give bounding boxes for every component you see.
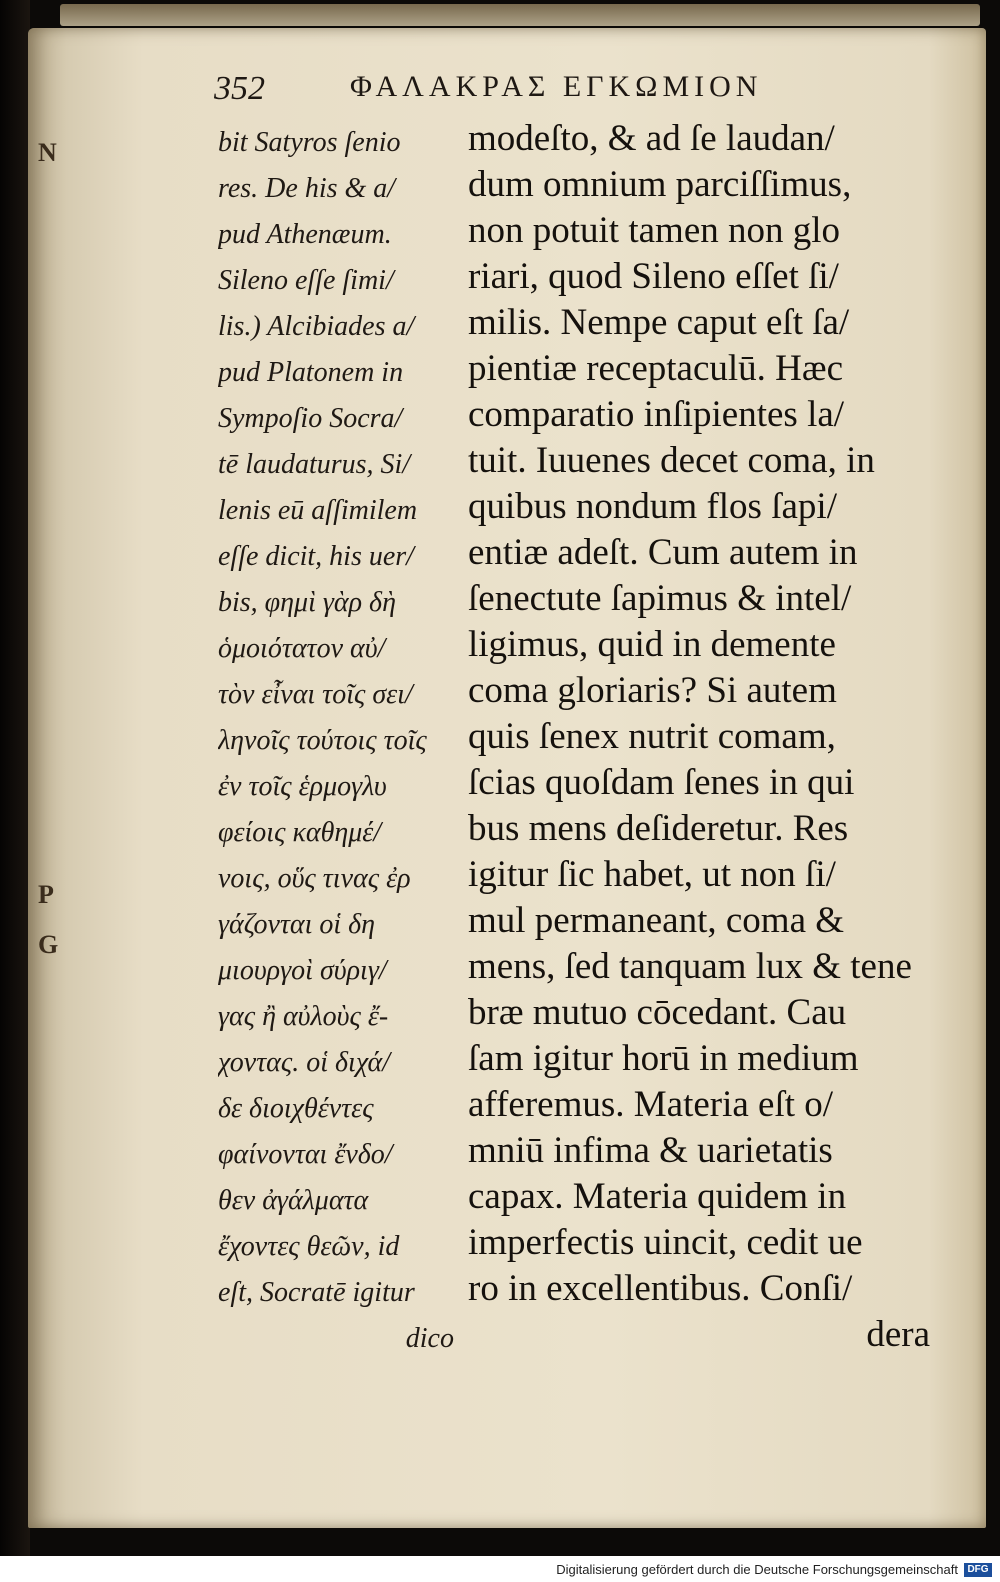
main-text-column <box>468 116 930 1358</box>
margin-mark-p: P <box>38 880 54 909</box>
marginal-note-line: eſt, Socratē igitur <box>218 1277 415 1308</box>
main-text-line: ligimus, quid in demente <box>468 624 836 665</box>
main-text-line: dera <box>866 1314 930 1355</box>
main-text-line: bus mens deſideretur. Res <box>468 808 849 849</box>
main-text-line: milis. Nempe caput eſt ſa/ <box>468 302 850 343</box>
marginal-note-line: ληνοῖς τούτοις τοῖς <box>218 725 427 756</box>
main-text-line: capax. Materia quidem in <box>468 1176 847 1217</box>
marginal-note-line: lis.) Alcibiades a/ <box>218 311 415 342</box>
marginal-note-line: ἔχοντες θεῶν, id <box>218 1231 400 1262</box>
marginal-note-line: γας ἢ αὐλοὺς ἔ- <box>218 1001 389 1032</box>
marginal-note-line: eſſe dicit, his uer/ <box>218 541 414 572</box>
page-header <box>190 70 870 120</box>
main-text-line: ſcias quoſdam ſenes in qui <box>468 762 855 803</box>
marginal-note-line: tē laudaturus, Si/ <box>218 449 411 480</box>
marginal-note-line: δε διοιχθέντες <box>218 1093 374 1124</box>
footer-credit: Digitalisierung gefördert durch die Deutsche Forschungsgemeinschaft <box>556 1562 958 1577</box>
main-text-line: modeſto, & ad ſe laudan/ <box>468 118 835 159</box>
main-text-line: pientiæ receptaculū. Hæc <box>468 348 844 389</box>
main-text-line: non potuit tamen non glo <box>468 210 841 251</box>
marginal-note-line: ὁμοιότατον αὐ/ <box>218 633 386 664</box>
margin-mark-g: G <box>38 930 59 959</box>
main-text-line: ro in excellentibus. Conſi/ <box>468 1268 853 1309</box>
marginal-note-line: bis, φημὶ γὰρ δὴ <box>218 587 396 618</box>
main-text-line: quibus nondum flos ſapi/ <box>468 486 837 527</box>
main-text-line: tuit. Iuuenes decet coma, in <box>468 440 875 481</box>
margin-mark-n: N <box>38 138 57 167</box>
marginal-note-line: ἐν τοῖς ἑρμογλυ <box>218 771 387 802</box>
book-gutter <box>0 0 30 1582</box>
main-text-line: igitur ſic habet, ut non ſi/ <box>468 854 836 895</box>
page-top-edge <box>60 4 980 26</box>
marginal-note-line: νοις, οὕς τινας ἐρ <box>218 863 411 894</box>
marginal-note-line: lenis eū aſſimilem <box>218 495 418 526</box>
marginal-note-line: pud Athenæum. <box>218 219 392 250</box>
marginal-note-line: φείοις καθημέ/ <box>218 817 382 848</box>
marginal-note-line: χοντας. οἱ διχά/ <box>218 1047 391 1078</box>
marginal-note-line: φαίνονται ἔνδο/ <box>218 1139 393 1170</box>
main-text-line: riari, quod Sileno eſſet ſi/ <box>468 256 839 297</box>
page-number: 352 <box>214 70 265 107</box>
marginal-note-line: res. De his & a/ <box>218 173 396 204</box>
marginal-note-line: μιουργοὶ σύριγ/ <box>218 955 387 986</box>
main-text-line: dum omnium parciſſimus, <box>468 164 852 205</box>
marginal-note-line: bit Satyros ſenio <box>218 127 401 158</box>
marginal-note-line: pud Platonem in <box>218 357 404 388</box>
main-text-line: afferemus. Materia eſt o/ <box>468 1084 834 1125</box>
marginal-note-line: τὸν εἶναι τοῖς σει/ <box>218 679 413 710</box>
main-text-line: coma gloriaris? Si autem <box>468 670 837 711</box>
main-text-line: bræ mutuo cōcedant. Cau <box>468 992 847 1033</box>
marginal-note-line: Sileno eſſe ſimi/ <box>218 265 394 296</box>
running-title: ΦΑΛΑΚΡΑΣ ΕΓΚΩΜΙΟΝ <box>350 70 763 103</box>
main-text-line: quis ſenex nutrit comam, <box>468 716 836 757</box>
main-text-line: ſam igitur horū in medium <box>468 1038 859 1079</box>
digitization-footer <box>0 1556 1000 1582</box>
dfg-logo: DFG <box>964 1563 992 1577</box>
marginal-note-line: γάζονται οἱ δη <box>218 909 376 940</box>
marginal-note-line: dico <box>405 1323 454 1354</box>
marginal-note <box>218 120 462 1362</box>
main-text-line: mens, ſed tanquam lux & tene <box>468 946 912 987</box>
main-text-line: comparatio inſipientes la/ <box>468 394 845 435</box>
marginal-note-line: Sympoſio Socra/ <box>218 403 403 434</box>
main-text-line: ſenectute ſapimus & intel/ <box>468 578 852 619</box>
main-text-line: mul permaneant, coma & <box>468 900 845 941</box>
main-text-line: imperfectis uincit, cedit ue <box>468 1222 863 1263</box>
main-text-line: entiæ adeſt. Cum autem in <box>468 532 858 573</box>
marginal-note-line: θεν ἀγάλματα <box>218 1185 369 1216</box>
main-text-line: mniū infima & uarietatis <box>468 1130 833 1171</box>
